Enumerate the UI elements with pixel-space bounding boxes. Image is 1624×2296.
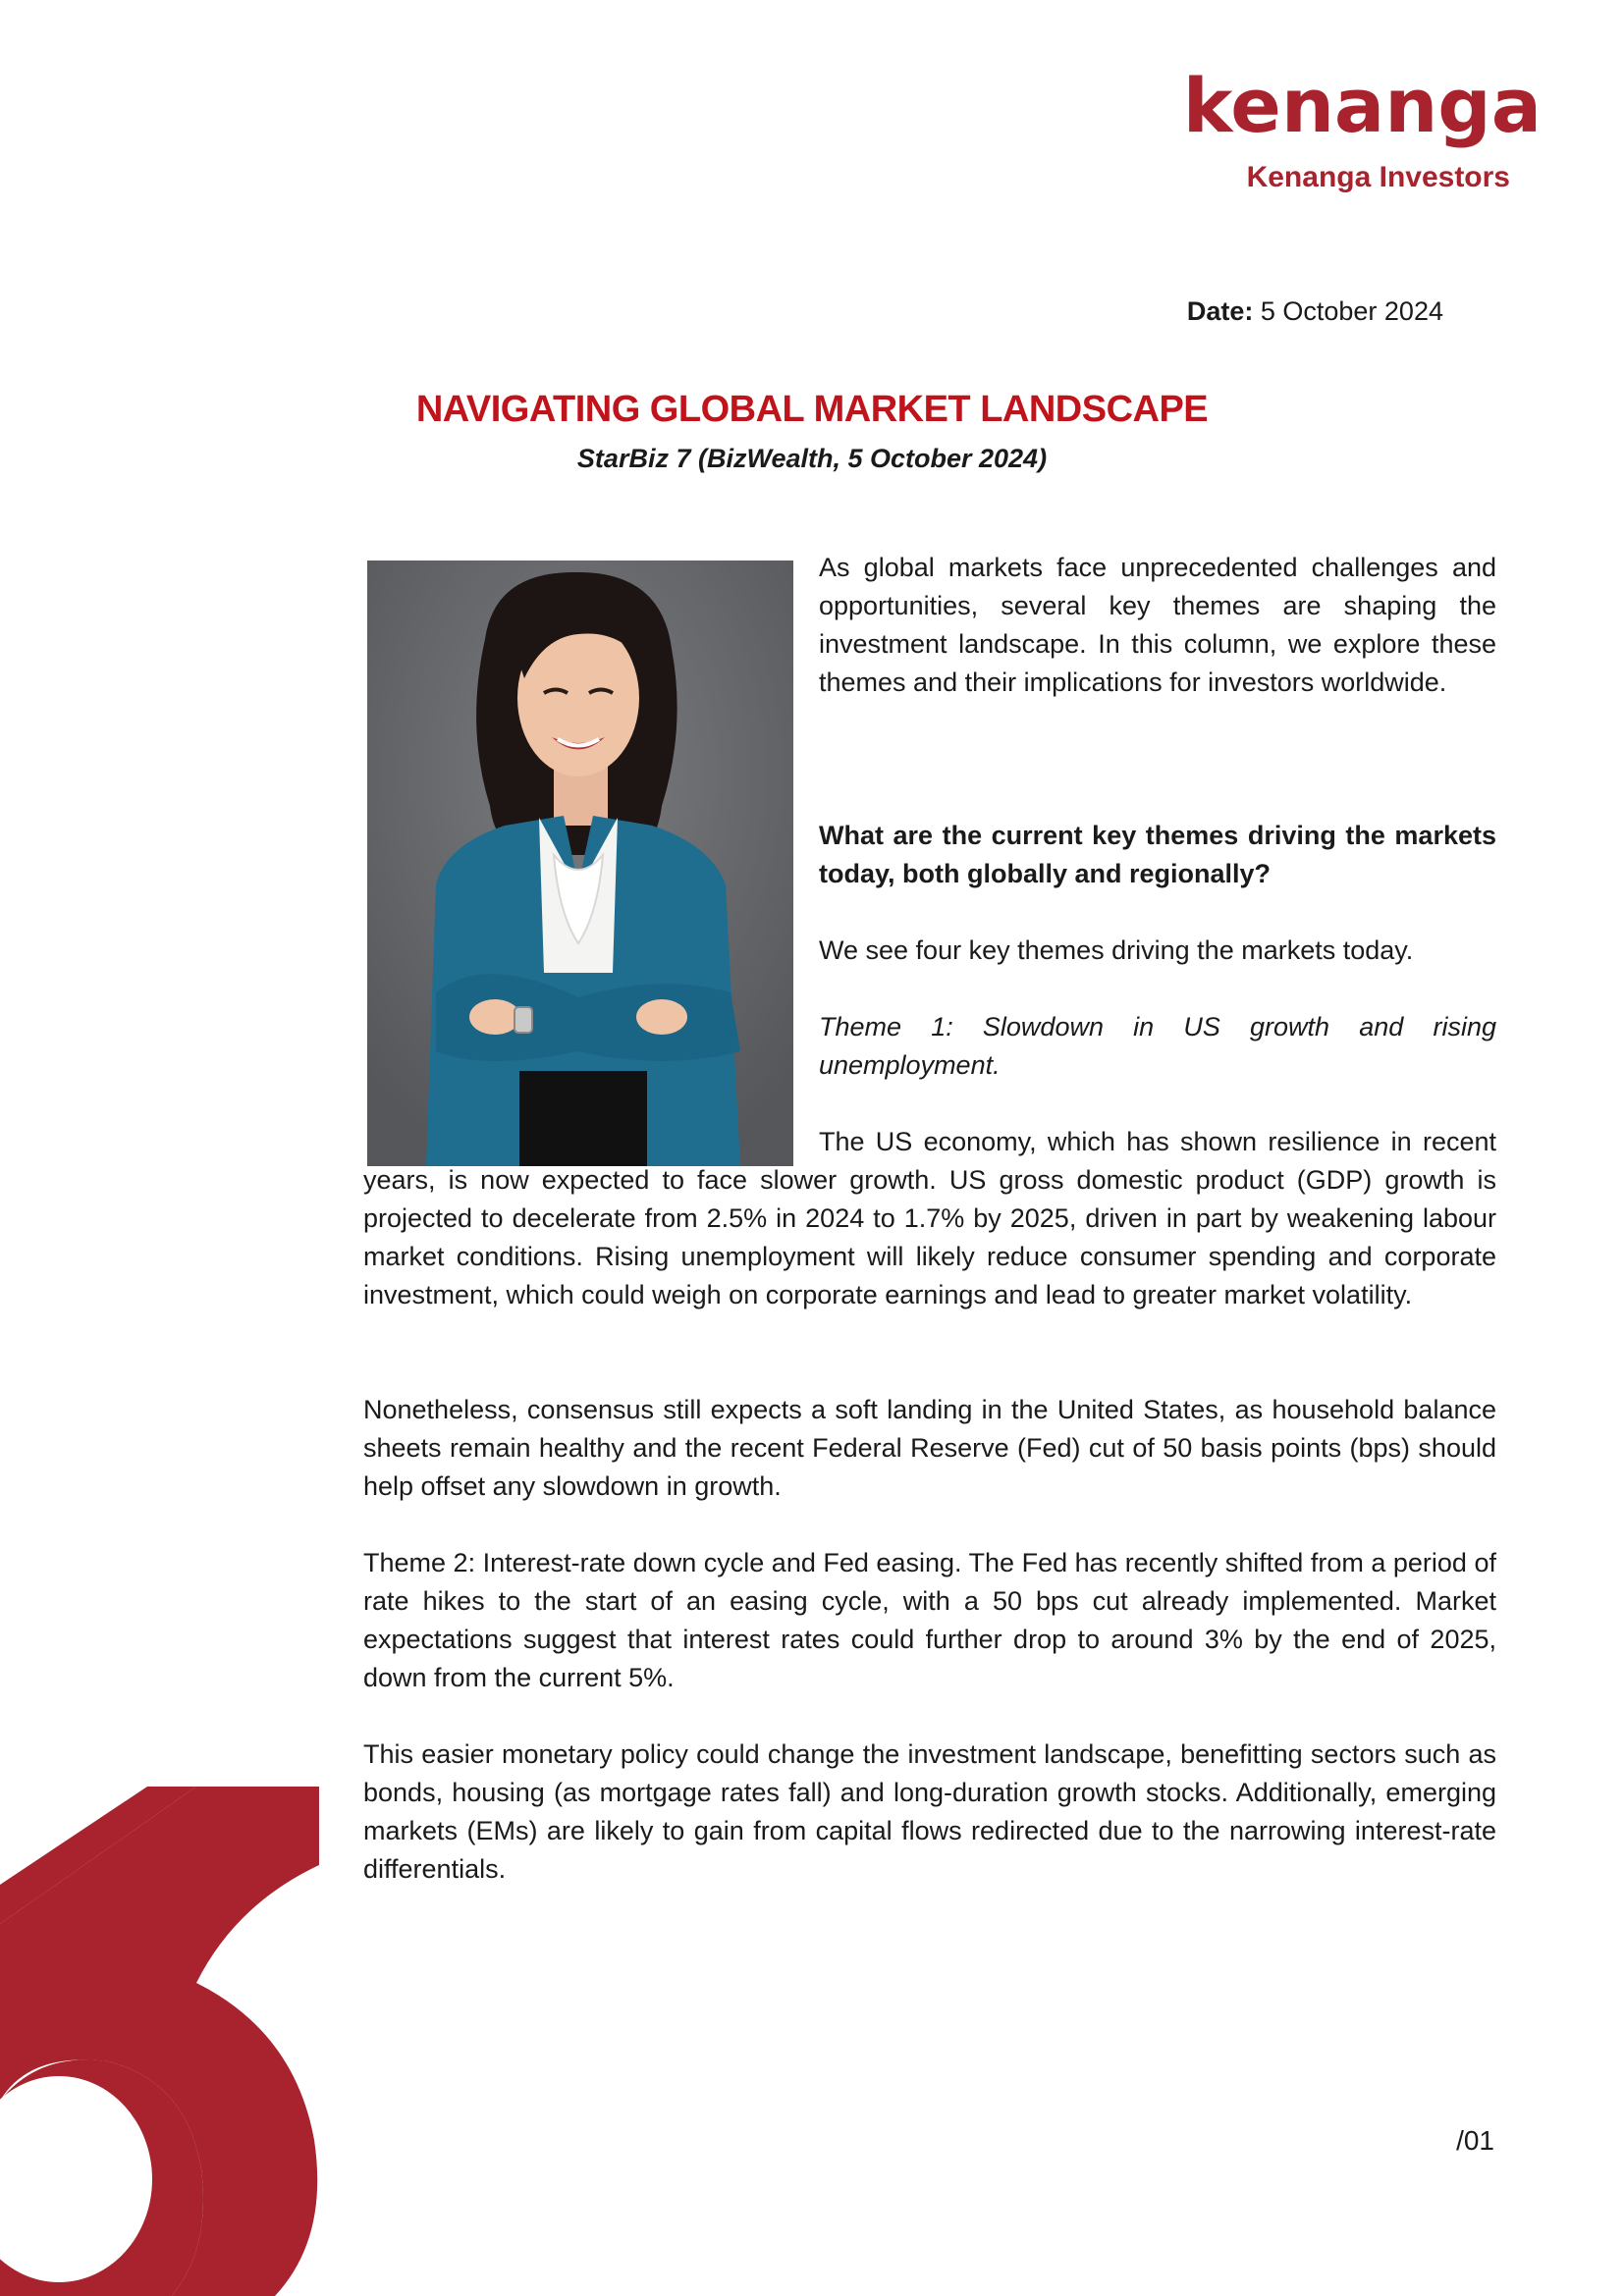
article-title: NAVIGATING GLOBAL MARKET LANDSCAPE [415,389,1209,430]
kenanga-investors-label: Kenanga Investors [1246,161,1510,193]
brand-logo [1182,62,1542,194]
easier-policy-paragraph: This easier monetary policy could change the investment landscape, benefitting sectors such as bonds, housing (as mortgage rates fall) and long-duration growth stocks. Additionally, emerging markets (EMs) are likely to gain from capital flows redirected due to the narrowing interest-rate differentials. [363,1739,1496,1884]
author-portrait [367,561,793,1166]
kenanga-wordmark: kenanga [1182,62,1542,149]
date-label: Date: [1186,296,1254,326]
document-date [1187,296,1443,327]
portrait-illustration [367,561,793,1166]
soft-landing-paragraph: Nonetheless, consensus still expects a soft landing in the United States, as household balance sheets remain healthy and the recent Federal Reserve (Fed) cut of 50 basis points (bps) should help offset any slowdown in growth. [363,1395,1496,1501]
theme1-body-paragraph: The US economy, which has shown resilience in recent years, is now expected to face slower growth. US gross domestic product (GDP) growth is projected to decelerate from 2.5% in 2024 to 1.7% by 2025, driven in part by weakening labour market conditions. Rising unemployment will likely reduce consumer spending and corporate investment, which could weigh on corporate earnings and lead to greater market volatility. [363,1127,1496,1309]
theme1-heading: Theme 1: Slowdown in US growth and rising unemployment. [819,1012,1496,1080]
four-themes-paragraph: We see four key themes driving the markets today. [819,935,1414,965]
date-value: 5 October 2024 [1260,296,1443,326]
theme2-paragraph: Theme 2: Interest-rate down cycle and Fed easing. The Fed has recently shifted from a period of rate hikes to the start of an easing cycle, with a 50 bps cut already implemented. Market expectations suggest that interest rates could further drop to around 3% by the end of 2025, down from the current 5%. [363,1548,1496,1692]
brand-decoration-shape [0,1787,334,2296]
page-number: /01 [1456,2125,1494,2156]
key-question-heading: What are the current key themes driving the markets today, both globally and regionally? [819,821,1496,888]
intro-paragraph: As global markets face unprecedented challenges and opportunities, several key themes are shaping the investment landscape. In this column, we explore these themes and their implications for investors worldwide. [819,553,1496,697]
article-source: StarBiz 7 (BizWealth, 5 October 2024) [576,444,1048,473]
